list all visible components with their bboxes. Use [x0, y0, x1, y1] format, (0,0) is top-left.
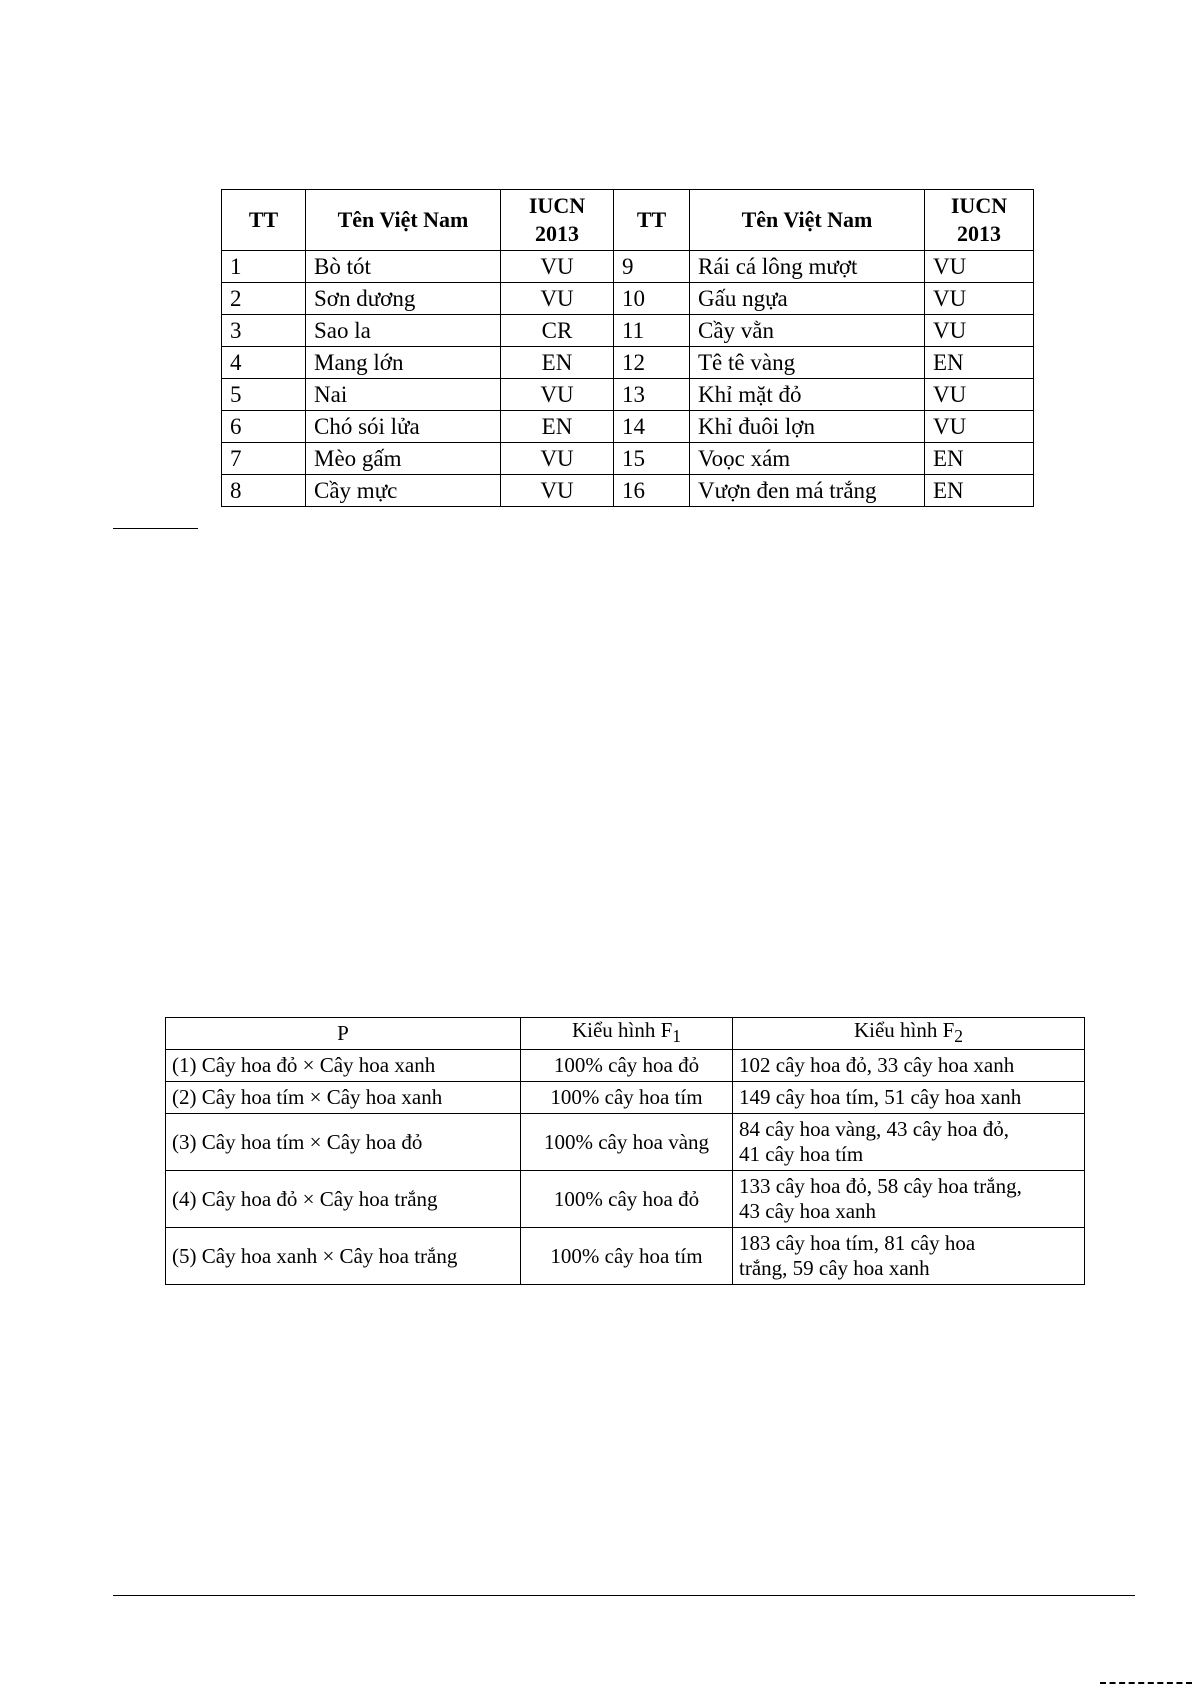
tt-cell: 11	[614, 315, 690, 347]
f2-phenotype: 183 cây hoa tím, 81 cây hoa trắng, 59 cây hoa xanh	[733, 1228, 1085, 1285]
species-name: Vượn đen má trắng	[690, 475, 925, 507]
header-f2: Kiểu hình $F_2$	[733, 1018, 1085, 1050]
species-name: Sao la	[306, 315, 501, 347]
header-name: Tên Việt Nam	[306, 190, 501, 251]
iucn-status: EN	[925, 443, 1034, 475]
tt-cell: 8	[222, 475, 306, 507]
page-edge-marks	[1100, 1682, 1192, 1684]
tt-cell: 1	[222, 251, 306, 283]
tt-cell: 7	[222, 443, 306, 475]
tt-cell: 10	[614, 283, 690, 315]
species-name: Mang lớn	[306, 347, 501, 379]
iucn-status: VU	[925, 283, 1034, 315]
section-underline	[113, 528, 198, 529]
iucn-status: VU	[501, 251, 614, 283]
tt-cell: 9	[614, 251, 690, 283]
species-name: Tê tê vàng	[690, 347, 925, 379]
table-row	[166, 1228, 1085, 1285]
table-row	[222, 443, 1034, 475]
f1-phenotype: 100% cây hoa đỏ	[521, 1171, 733, 1228]
table-row	[222, 251, 1034, 283]
table-header-row	[166, 1018, 1085, 1050]
cross-parents: (5) Cây hoa xanh × Cây hoa trắng	[166, 1228, 521, 1285]
table-header-row	[222, 190, 1034, 251]
species-name: Cầy mực	[306, 475, 501, 507]
table-row	[222, 379, 1034, 411]
table-row	[166, 1050, 1085, 1082]
iucn-status: VU	[501, 475, 614, 507]
iucn-status: VU	[925, 315, 1034, 347]
table-row	[166, 1171, 1085, 1228]
table-row	[222, 475, 1034, 507]
species-name: Bò tót	[306, 251, 501, 283]
species-name: Voọc xám	[690, 443, 925, 475]
cross-results-table	[165, 1017, 1085, 1285]
f1-phenotype: 100% cây hoa vàng	[521, 1114, 733, 1171]
species-name: Cầy vằn	[690, 315, 925, 347]
f2-phenotype: 133 cây hoa đỏ, 58 cây hoa trắng, 43 cây hoa xanh	[733, 1171, 1085, 1228]
species-name: Mèo gấm	[306, 443, 501, 475]
species-name: Khỉ mặt đỏ	[690, 379, 925, 411]
iucn-status: VU	[501, 443, 614, 475]
f1-phenotype: 100% cây hoa đỏ	[521, 1050, 733, 1082]
table-row	[222, 347, 1034, 379]
tt-cell: 12	[614, 347, 690, 379]
species-name: Chó sói lửa	[306, 411, 501, 443]
tt-cell: 5	[222, 379, 306, 411]
species-name: Rái cá lông mượt	[690, 251, 925, 283]
iucn-status: EN	[925, 475, 1034, 507]
table-row	[222, 411, 1034, 443]
table-row	[166, 1114, 1085, 1171]
tt-cell: 4	[222, 347, 306, 379]
header-tt: TT	[222, 190, 306, 251]
f2-phenotype: 102 cây hoa đỏ, 33 cây hoa xanh	[733, 1050, 1085, 1082]
tt-cell: 15	[614, 443, 690, 475]
f1-phenotype: 100% cây hoa tím	[521, 1228, 733, 1285]
header-iucn: IUCN 2013	[501, 190, 614, 251]
header-iucn-2: IUCN 2013	[925, 190, 1034, 251]
cross-parents: (3) Cây hoa tím × Cây hoa đỏ	[166, 1114, 521, 1171]
iucn-status: EN	[925, 347, 1034, 379]
tt-cell: 16	[614, 475, 690, 507]
iucn-status: VU	[501, 283, 614, 315]
header-f1: Kiểu hình $F_1$	[521, 1018, 733, 1050]
cross-parents: (2) Cây hoa tím × Cây hoa xanh	[166, 1082, 521, 1114]
header-p: P	[166, 1018, 521, 1050]
f2-phenotype: 84 cây hoa vàng, 43 cây hoa đỏ, 41 cây hoa tím	[733, 1114, 1085, 1171]
table-row	[166, 1082, 1085, 1114]
table-row	[222, 315, 1034, 347]
iucn-status: CR	[501, 315, 614, 347]
tt-cell: 13	[614, 379, 690, 411]
iucn-status: EN	[501, 347, 614, 379]
iucn-status: VU	[925, 411, 1034, 443]
tt-cell: 6	[222, 411, 306, 443]
iucn-status: VU	[925, 379, 1034, 411]
cross-parents: (1) Cây hoa đỏ × Cây hoa xanh	[166, 1050, 521, 1082]
iucn-status: VU	[501, 379, 614, 411]
species-name: Gấu ngựa	[690, 283, 925, 315]
species-name: Sơn dương	[306, 283, 501, 315]
header-name-2: Tên Việt Nam	[690, 190, 925, 251]
species-name: Nai	[306, 379, 501, 411]
iucn-status: VU	[925, 251, 1034, 283]
iucn-status: EN	[501, 411, 614, 443]
tt-cell: 2	[222, 283, 306, 315]
cross-parents: (4) Cây hoa đỏ × Cây hoa trắng	[166, 1171, 521, 1228]
tt-cell: 3	[222, 315, 306, 347]
species-name: Khỉ đuôi lợn	[690, 411, 925, 443]
species-iucn-table	[221, 189, 1034, 507]
header-tt-2: TT	[614, 190, 690, 251]
footer-rule	[113, 1595, 1135, 1596]
tt-cell: 14	[614, 411, 690, 443]
f2-phenotype: 149 cây hoa tím, 51 cây hoa xanh	[733, 1082, 1085, 1114]
table-row	[222, 283, 1034, 315]
f1-phenotype: 100% cây hoa tím	[521, 1082, 733, 1114]
